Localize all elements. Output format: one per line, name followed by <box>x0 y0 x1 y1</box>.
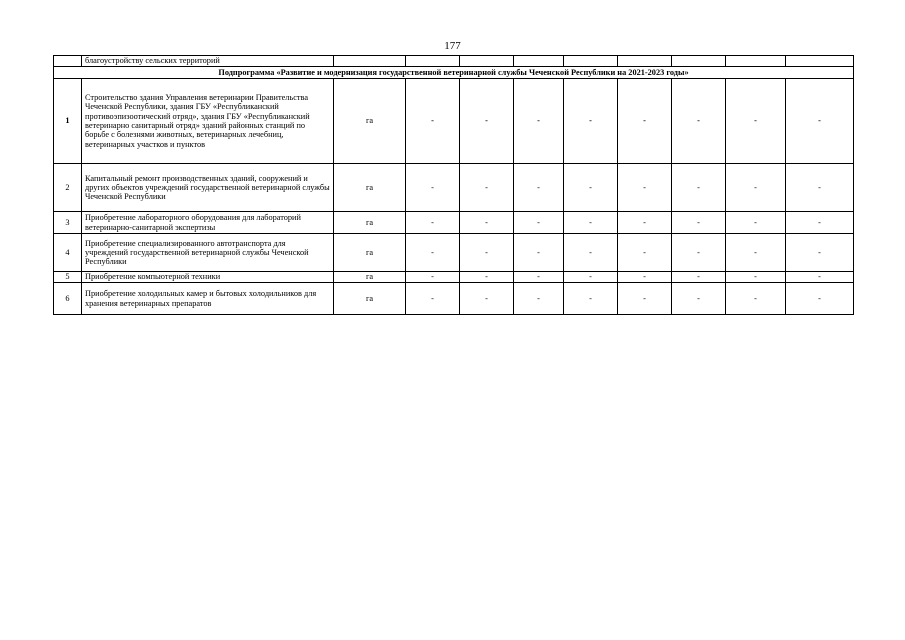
row-value-cell: - <box>672 164 726 212</box>
row-unit-cell: га <box>334 212 406 234</box>
row-name-cell: Капитальный ремонт производственных зданий, сооружений и других объектов учреждений государственной ветеринарной службы Чеченской Республики <box>82 164 334 212</box>
row-name-cell: Приобретение компьютерной техники <box>82 272 334 283</box>
row-value-cell: - <box>564 164 618 212</box>
row-value-cell: - <box>618 283 672 315</box>
row-value-cell <box>672 56 726 67</box>
subprogram-title: Подпрограмма «Развитие и модернизация государственной ветеринарной службы Чеченской Республики на 2021-2023 годы» <box>54 67 854 79</box>
row-value-cell: - <box>672 79 726 164</box>
row-value-cell: - <box>564 283 618 315</box>
row-value-cell: - <box>672 234 726 272</box>
subprogram-row <box>54 67 854 79</box>
row-value-cell <box>726 56 786 67</box>
row-value-cell: - <box>618 79 672 164</box>
row-number-cell: 1 <box>54 79 82 164</box>
table-row <box>54 164 854 212</box>
row-value-cell: - <box>564 79 618 164</box>
row-value-cell: - <box>564 272 618 283</box>
row-value-cell: - <box>786 164 854 212</box>
row-name-cell: Приобретение лабораторного оборудования для лабораторий ветеринарно-санитарной экспертизы <box>82 212 334 234</box>
row-value-cell: - <box>786 234 854 272</box>
row-value-cell: - <box>460 234 514 272</box>
table-row <box>54 79 854 164</box>
row-value-cell: - <box>672 272 726 283</box>
row-value-cell: - <box>618 234 672 272</box>
row-value-cell: - <box>406 79 460 164</box>
row-unit-cell <box>334 56 406 67</box>
row-value-cell: - <box>618 272 672 283</box>
row-name-cell: Приобретение специализированного автотранспорта для учреждений государственной ветеринарной службы Чеченской Республики <box>82 234 334 272</box>
row-value-cell: - <box>514 272 564 283</box>
row-value-cell: - <box>672 283 726 315</box>
row-unit-cell: га <box>334 164 406 212</box>
row-value-cell: - <box>406 164 460 212</box>
row-unit-cell: га <box>334 272 406 283</box>
row-number-cell: 3 <box>54 212 82 234</box>
row-value-cell <box>786 56 854 67</box>
row-number-cell: 2 <box>54 164 82 212</box>
row-value-cell: - <box>406 212 460 234</box>
row-name-cell: Строительство здания Управления ветеринарии Правительства Чеченской Республики, здания ГБУ «Республиканский противоэпизоотический отряд», здания ГБУ «Республиканский ветеринарно санитарный отряд» зданий районных станций по борьбе с болезнями животных, ветеринарных лечебниц, ветеринарных участков и пунктов <box>82 79 334 164</box>
row-value-cell: - <box>460 283 514 315</box>
row-value-cell: - <box>514 79 564 164</box>
row-value-cell <box>618 56 672 67</box>
row-value-cell: - <box>786 283 854 315</box>
row-number-cell: 5 <box>54 272 82 283</box>
row-value-cell: - <box>726 212 786 234</box>
row-number-cell <box>54 56 82 67</box>
row-number-cell: 6 <box>54 283 82 315</box>
row-value-cell: - <box>406 234 460 272</box>
row-value-cell: - <box>406 283 460 315</box>
table-row <box>54 272 854 283</box>
row-value-cell: - <box>460 164 514 212</box>
row-value-cell: - <box>726 79 786 164</box>
row-value-cell: - <box>514 234 564 272</box>
row-value-cell: - <box>460 212 514 234</box>
row-value-cell: - <box>618 164 672 212</box>
row-value-cell: - <box>726 234 786 272</box>
page-number: 177 <box>444 40 461 52</box>
row-value-cell: - <box>406 272 460 283</box>
row-unit-cell: га <box>334 283 406 315</box>
row-value-cell: - <box>726 283 786 315</box>
table-row <box>54 212 854 234</box>
row-value-cell <box>460 56 514 67</box>
row-value-cell: - <box>726 164 786 212</box>
row-unit-cell: га <box>334 79 406 164</box>
indicators-table <box>53 55 854 315</box>
table-row <box>54 283 854 315</box>
row-value-cell: - <box>460 79 514 164</box>
row-value-cell <box>564 56 618 67</box>
row-value-cell: - <box>514 283 564 315</box>
row-value-cell: - <box>786 79 854 164</box>
row-value-cell: - <box>564 212 618 234</box>
row-value-cell: - <box>618 212 672 234</box>
row-name-cell: благоустройству сельских территорий <box>82 56 334 67</box>
table-row <box>54 56 854 67</box>
row-value-cell: - <box>726 272 786 283</box>
row-number-cell: 4 <box>54 234 82 272</box>
row-value-cell: - <box>514 164 564 212</box>
row-value-cell <box>514 56 564 67</box>
row-value-cell: - <box>460 272 514 283</box>
row-value-cell: - <box>672 212 726 234</box>
row-unit-cell: га <box>334 234 406 272</box>
row-value-cell: - <box>514 212 564 234</box>
row-value-cell: - <box>786 272 854 283</box>
row-value-cell: - <box>564 234 618 272</box>
row-value-cell <box>406 56 460 67</box>
table-row <box>54 234 854 272</box>
row-value-cell: - <box>786 212 854 234</box>
row-name-cell: Приобретение холодильных камер и бытовых холодильников для хранения ветеринарных препаратов <box>82 283 334 315</box>
